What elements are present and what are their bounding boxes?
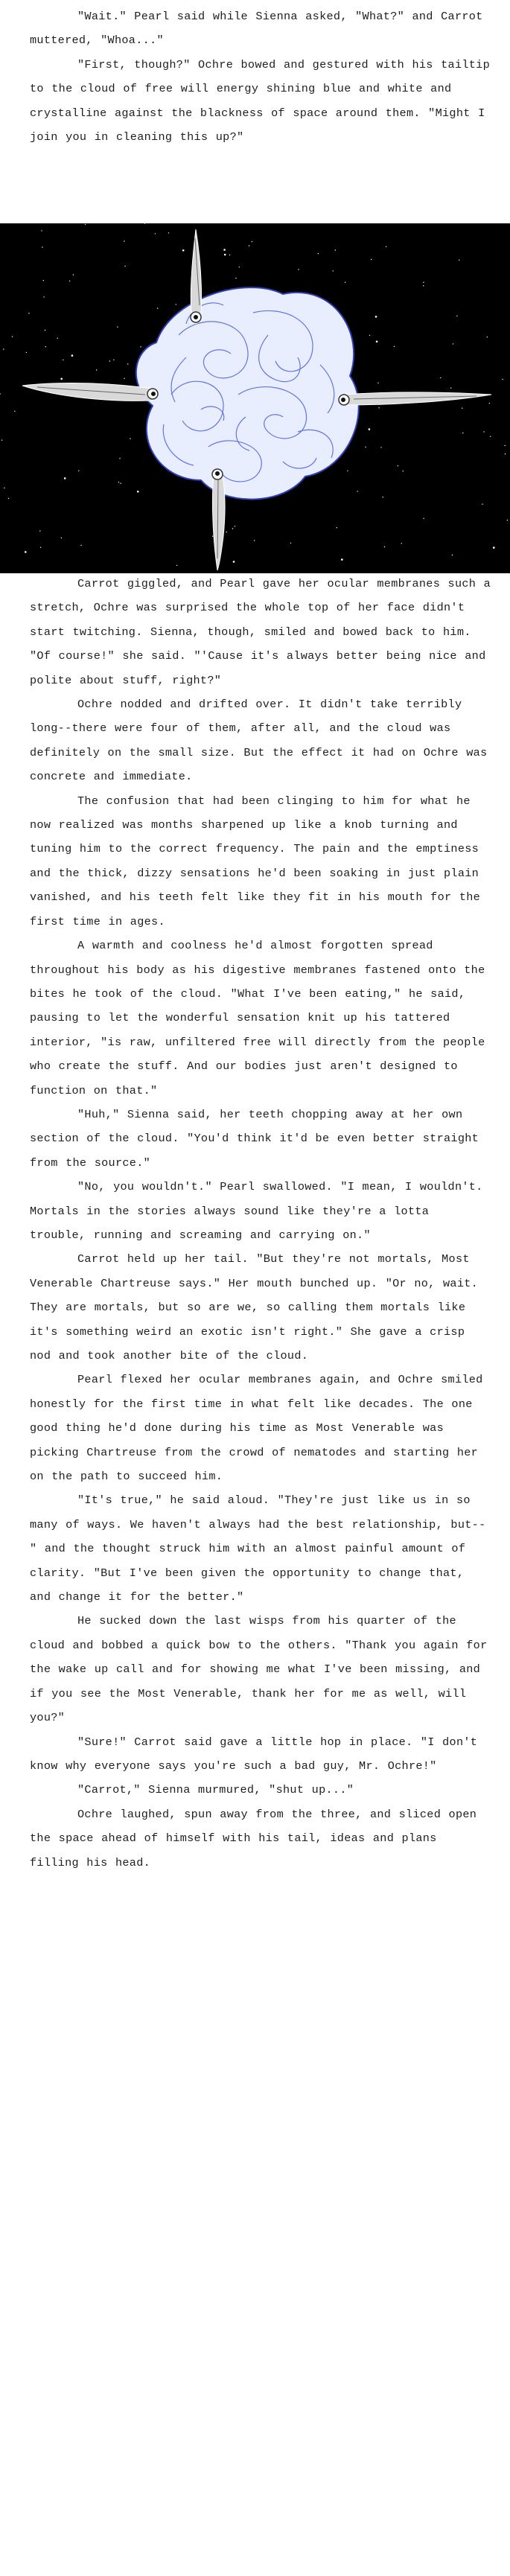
star [64,477,66,479]
star [333,270,334,271]
story-text-block [30,572,491,1875]
star [502,379,503,380]
story-paragraph: Carrot giggled, and Pearl gave her ocular membranes such a stretch, Ochre was surprised the whole top of her face didn't start twitching. Sienna, though, smiled and bowed back to him. "Of course!" she said. "'Cause it's always better being nice and polite about stuff, right?" [30,577,491,687]
star [120,483,121,484]
star [298,269,299,270]
story-paragraph: "Huh," Sienna said, her teeth chopping away at her own section of the cloud. "You'd think it'd be even better straight from the source." [30,1107,479,1170]
star [43,296,44,297]
star [155,233,156,234]
star [489,403,490,404]
intro-text-block [30,4,491,149]
star [505,453,506,454]
star [43,280,44,281]
star [378,407,379,408]
star [96,369,97,370]
star [341,558,343,561]
star [212,536,213,537]
star [3,348,4,349]
star [109,360,110,361]
star [45,346,46,347]
star [504,445,505,446]
star [182,249,185,252]
star [232,528,233,529]
star [117,326,118,327]
story-paragraph: Carrot held up her tail. "But they're not mortals, Most Venerable Chartreuse says." Her mouth bunched up. "Or no, wait. They are mortals, but so are we, so calling them mortals like it's something weird an exotic isn't right." She gave a crisp nod and took another bite of the cloud. [30,1252,479,1362]
star [39,530,40,531]
star [71,354,74,357]
star [318,253,319,254]
story-paragraph: Pearl flexed her ocular membranes again, and Ochre smiled honestly for the first time in what felt like decades. The one good thing he'd done during his time as Most Venerable was picking Chartreuse from the crowd of nematodes and starting her on the path to succeed him. [30,1373,483,1484]
intro-paragraph: "First, though?" Ochre bowed and gestured with his tailtip to the cloud of free will energy shining blue and white and crystalline against the blackness of space around them. "Might I join you in cleaning this up?" [30,57,491,144]
story-paragraph: Ochre nodded and drifted over. It didn't take terribly long--there were four of them, after all, and the cloud was definitely on the small size. But the effect it had on Ochre was concrete and immediate. [30,698,488,784]
star [394,346,395,347]
star [60,378,63,380]
star [80,545,81,546]
star [40,547,41,548]
star [140,346,141,347]
story-paragraph: Ochre laughed, spun away from the three, and sliced open the space ahead of himself with his tail, ideas and plans filling his head. [30,1807,477,1869]
illustration-drawing [0,223,510,573]
star [127,363,128,364]
star [224,254,226,256]
star [440,377,441,378]
star [493,546,495,549]
star [450,388,451,389]
star [57,338,58,339]
star [483,431,484,432]
star [376,341,378,343]
star [73,274,74,275]
star [157,307,158,308]
star [223,249,226,251]
star [423,285,424,286]
star [384,546,385,547]
star [25,551,27,553]
star [375,316,377,318]
star [335,249,336,250]
story-paragraph: "Sure!" Carrot said gave a little hop in place. "I don't know why everyone says you're such a bad guy, Mr. Ochre!" [30,1735,478,1773]
star [254,540,255,541]
star [423,518,424,519]
star [369,335,370,336]
star [85,224,86,225]
star [168,232,169,233]
space-cloud-illustration [0,223,510,573]
story-paragraph: "It's true," he said aloud. "They're just like us in so many of ways. We haven't always had the best relationship, but--" and the thought struck him with an almost painful amount of clarity. "But I've been given the opportunity to change that, and change it for the better." [30,1493,486,1604]
star [8,498,9,499]
star [233,561,235,563]
story-paragraph: He sucked down the last wisps from his quarter of the cloud and bobbed a quick bow to the others. "Thank you again for the wake up call and for showing me what I've been missing, and if you see the Most Venerable, thank her for me as well, will you?" [30,1614,488,1725]
star [371,259,372,260]
star [14,411,15,412]
star [176,565,177,566]
star [423,282,424,283]
story-paragraph: "Carrot," Sienna murmured, "shut up..." [77,1783,354,1797]
story-paragraph: "No, you wouldn't." Pearl swallowed. "I mean, I wouldn't. Mortals in the stories always sound like they're a lotta trouble, running and screaming and carrying on." [30,1180,483,1242]
story-paragraph: A warmth and coolness he'd almost forgotten spread throughout his body as his digestive membranes fastened onto the bites he took of the cloud. "What I've been eating," he said, pausing to let the wonderful sensation knit up his tattered interior, "is raw, unfiltered free will directly from the people who create the stuff. And our bodies just aren't designed to function on that." [30,939,485,1097]
star [119,458,120,459]
star [124,266,125,267]
story-paragraph: The confusion that had been clinging to him for what he now realized was months sharpened up like a knob turning and tuning him to the correct frequency. The pain and the emptiness and the thick, dizzy sensations he'd been soaking in just plain vanished, and his teeth felt like they fit in his mouth for the first time in ages. [30,794,481,928]
star [12,336,13,337]
star [41,230,42,231]
star [137,491,139,493]
intro-paragraph: "Wait." Pearl said while Sienna asked, "What?" and Carrot muttered, "Whoa..." [30,10,483,48]
star [490,436,491,437]
star [26,352,27,353]
star [1,440,2,441]
star [369,428,371,430]
